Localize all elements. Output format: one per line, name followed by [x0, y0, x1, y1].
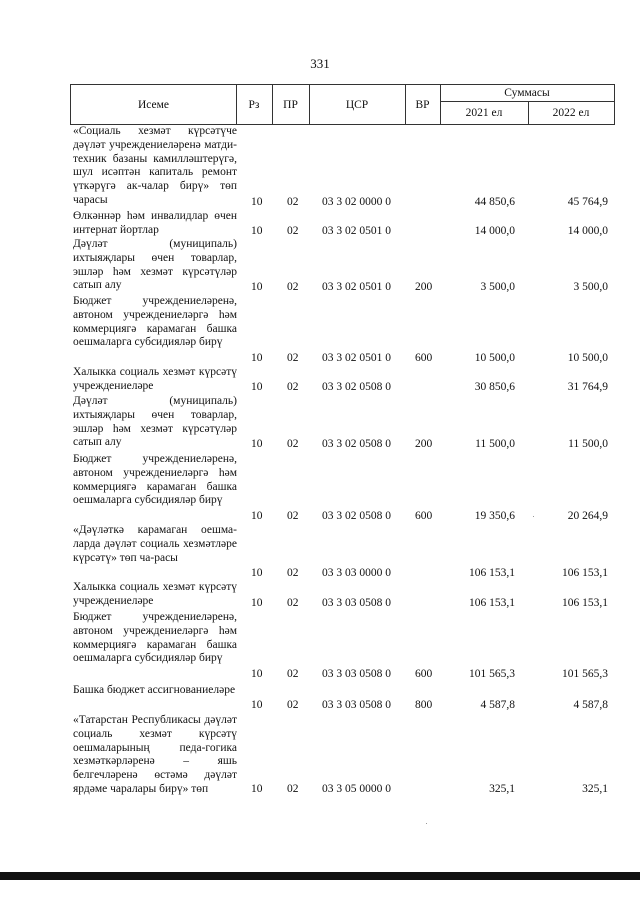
- row-csr: 03 3 03 0508 0: [322, 699, 391, 711]
- row-rz: 10: [251, 281, 263, 293]
- table-row: [0, 125, 640, 209]
- row-csr: 03 3 02 0000 0: [322, 196, 391, 208]
- row-sum-2021: 44 850,6: [474, 196, 515, 208]
- row-name: Бюджет учреждениеләренә, автоном учреждениеләргә һәм коммерциягә карамаган башка оешмаларга субсидияләр бирү: [73, 611, 237, 665]
- row-rz: 10: [251, 597, 263, 609]
- row-name: Бюджет учреждениеләренә, автоном учреждениеләргә һәм коммерциягә карамаган башка оешмаларга субсидияләр бирү: [73, 453, 237, 507]
- row-rz: 10: [251, 381, 263, 393]
- table-row: [0, 366, 640, 394]
- row-pr: 02: [287, 438, 299, 450]
- row-vr: 800: [415, 699, 433, 711]
- row-rz: 10: [251, 438, 263, 450]
- row-rz: 10: [251, 668, 263, 680]
- row-sum-2022: 20 264,9: [567, 510, 608, 522]
- row-sum-2021: 106 153,1: [469, 597, 515, 609]
- table-row: [0, 714, 640, 796]
- row-sum-2021: 106 153,1: [469, 567, 515, 579]
- row-pr: 02: [287, 196, 299, 208]
- row-pr: 02: [287, 381, 299, 393]
- row-csr: 03 3 02 0501 0: [322, 225, 391, 237]
- page-number: 331: [310, 56, 330, 71]
- row-pr: 02: [287, 567, 299, 579]
- table-row: [0, 684, 640, 712]
- row-name: «Социаль хезмәт күрсәтүче дәүләт учреждениеләренә матди-техник базаны камилләштерүгә, шул исәптән капиталь ремонт үткәрүгә ак-чалар бирү» төп чарасы: [73, 125, 237, 206]
- row-sum-2021: 101 565,3: [469, 668, 515, 680]
- header-rz: Рз: [248, 98, 260, 111]
- row-sum-2021: 14 000,0: [474, 225, 515, 237]
- row-csr: 03 3 02 0501 0: [322, 352, 391, 364]
- row-name: Өлкәннәр һәм инвалидлар өчен интернат йортлар: [73, 210, 237, 236]
- row-rz: 10: [251, 567, 263, 579]
- row-vr: 600: [415, 668, 433, 680]
- row-rz: 10: [251, 225, 263, 237]
- row-csr: 03 3 03 0000 0: [322, 567, 391, 579]
- header-csr: ЦСР: [345, 98, 369, 111]
- row-csr: 03 3 03 0508 0: [322, 668, 391, 680]
- header-year-2022: 2022 ел: [552, 106, 590, 119]
- row-sum-2022: 45 764,9: [567, 196, 608, 208]
- row-name: Дәүләт (муниципаль) ихтыяҗлары өчен товарлар, эшләр һәм хезмәт күрсәтүләр сатып алу: [73, 238, 237, 292]
- row-vr: 600: [415, 510, 433, 522]
- row-csr: 03 3 02 0508 0: [322, 438, 391, 450]
- row-name: «Дәүләткә карамаган оешма-ларда дәүләт социаль хезмәтләре күрсәтү» төп ча-расы: [73, 524, 237, 564]
- row-pr: 02: [287, 597, 299, 609]
- header-sums: Суммасы: [504, 87, 550, 99]
- row-rz: 10: [251, 196, 263, 208]
- scan-speck: [426, 823, 427, 824]
- header-pr: ПР: [283, 98, 298, 111]
- row-csr: 03 3 02 0508 0: [322, 381, 391, 393]
- row-sum-2022: 10 500,0: [567, 352, 608, 364]
- row-rz: 10: [251, 699, 263, 711]
- table-row: [0, 210, 640, 238]
- table-row: [0, 238, 640, 294]
- row-name: Дәүләт (муниципаль) ихтыяҗлары өчен товарлар, эшләр һәм хезмәт күрсәтүләр сатып алу: [73, 395, 237, 449]
- row-pr: 02: [287, 783, 299, 795]
- header-name: Исеме: [137, 98, 170, 111]
- row-name: Халыкка социаль хезмәт күрсәтү учреждениеләре: [73, 366, 237, 392]
- row-pr: 02: [287, 510, 299, 522]
- row-name: Башка бюджет ассигнованиеләре: [73, 684, 236, 696]
- row-csr: 03 3 02 0501 0: [322, 281, 391, 293]
- row-pr: 02: [287, 699, 299, 711]
- row-csr: 03 3 02 0508 0: [322, 510, 391, 522]
- row-sum-2021: 3 500,0: [480, 281, 515, 293]
- row-csr: 03 3 03 0508 0: [322, 597, 391, 609]
- table-row: [0, 581, 640, 610]
- row-rz: 10: [251, 352, 263, 364]
- row-sum-2021: 11 500,0: [475, 438, 515, 450]
- scan-edge-bar: [0, 872, 640, 880]
- row-sum-2022: 14 000,0: [567, 225, 608, 237]
- table-row: [0, 295, 640, 365]
- row-sum-2022: 31 764,9: [567, 381, 608, 393]
- row-vr: 200: [415, 438, 433, 450]
- row-name: Халыкка социаль хезмәт күрсәтү учреждениеләре: [73, 581, 237, 607]
- row-rz: 10: [251, 783, 263, 795]
- row-sum-2021: 10 500,0: [474, 352, 515, 364]
- row-pr: 02: [287, 225, 299, 237]
- row-sum-2022: 106 153,1: [562, 597, 608, 609]
- scan-speck: [533, 516, 534, 517]
- row-vr: 200: [415, 281, 433, 293]
- row-sum-2022: 3 500,0: [573, 281, 608, 293]
- row-pr: 02: [287, 281, 299, 293]
- table-row: [0, 611, 640, 681]
- row-sum-2022: 101 565,3: [562, 668, 608, 680]
- row-sum-2022: 4 587,8: [573, 699, 608, 711]
- table-row: [0, 395, 640, 451]
- row-pr: 02: [287, 352, 299, 364]
- row-vr: 600: [415, 352, 433, 364]
- table-row: [0, 524, 640, 580]
- row-sum-2022: 325,1: [582, 783, 608, 795]
- row-rz: 10: [251, 510, 263, 522]
- table-row: [0, 453, 640, 523]
- header-vr: ВР: [415, 98, 430, 111]
- row-csr: 03 3 05 0000 0: [322, 783, 391, 795]
- row-pr: 02: [287, 668, 299, 680]
- row-sum-2022: 11 500,0: [568, 438, 608, 450]
- row-sum-2021: 19 350,6: [474, 510, 515, 522]
- row-sum-2022: 106 153,1: [562, 567, 608, 579]
- row-sum-2021: 325,1: [489, 783, 515, 795]
- row-sum-2021: 4 587,8: [480, 699, 515, 711]
- row-name: «Татарстан Республикасы дәүләт социаль хезмәт күрсәтү оешмаларының педа-гогика хезмәткәрләренә – яшь белгечләренә өстәмә дәүләт ярдәме чаралары бирү» төп: [73, 714, 237, 795]
- header-year-2021: 2021 ел: [465, 106, 503, 119]
- row-name: Бюджет учреждениеләренә, автоном учреждениеләргә һәм коммерциягә карамаган башка оешмаларга субсидияләр бирү: [73, 295, 237, 349]
- row-sum-2021: 30 850,6: [474, 381, 515, 393]
